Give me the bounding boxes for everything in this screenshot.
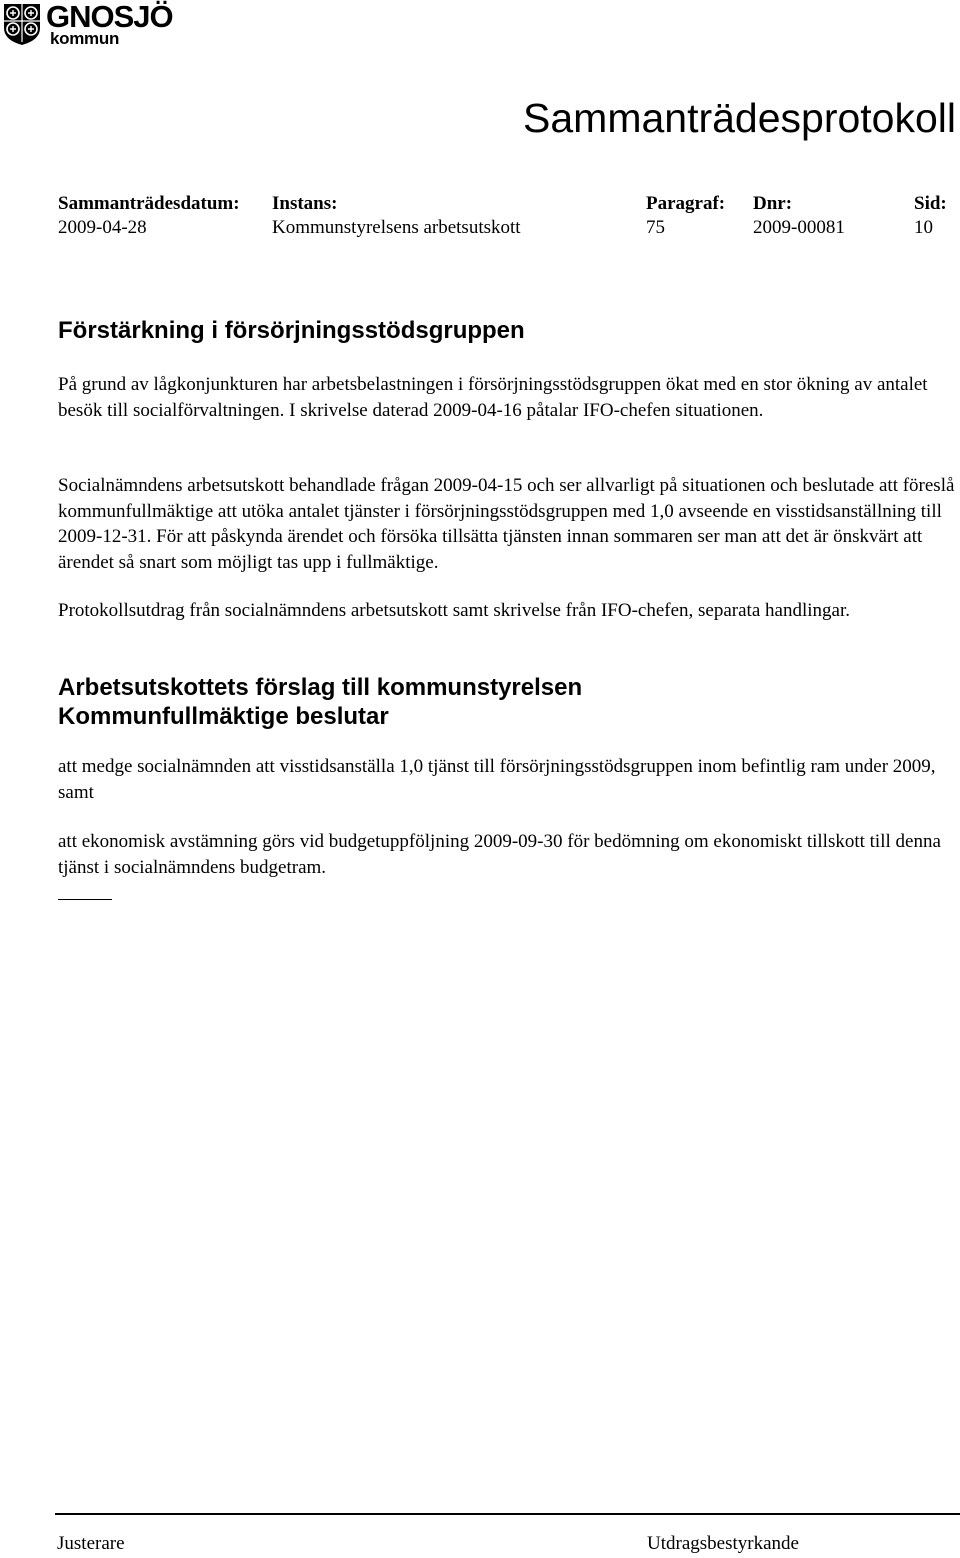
meta-paragraph-label: Paragraf: — [646, 193, 726, 214]
decision-item: att ekonomisk avstämning görs vid budgetuppföljning 2009-09-30 för bedömning om ekonomiskt tillskott till denna tjänst i socialnämndens budgetram. — [58, 831, 941, 878]
meta-paragraph-value: 75 — [646, 217, 665, 238]
meta-dnr-value: 2009-00081 — [753, 217, 845, 238]
gnosjo-coat-of-arms-icon — [2, 2, 42, 46]
logo-subtitle: kommun — [50, 29, 120, 48]
meta-body-label: Instans: — [272, 193, 338, 214]
footer-adjuster-label: Justerare — [57, 1533, 125, 1554]
end-of-section-rule — [58, 899, 112, 900]
paragraph-background: På grund av lågkonjunkturen har arbetsbelastningen i försörjningsstödsgruppen ökat med en stor ökning av antalet besök till socialförvaltningen. I skrivelse daterad 2009-04-16 påtalar IFO-chefen situationen. — [58, 374, 928, 421]
meta-body — [272, 193, 521, 239]
paragraph-committee-decision: Socialnämndens arbetsutskott behandlade frågan 2009-04-15 och ser allvarligt på situationen och beslutade att föreslå kommunfullmäktige att utöka antalet tjänster i försörjningsstödsgruppen med 1,0 avseende en visstidsanställning till 2009-12-31. För att påskynda ärendet och försöka tillsätta tjänsten innan sommaren ser man att det är önskvärt att ärendet så snart som möjligt tas upp i fullmäktige. — [58, 475, 955, 573]
meta-paragraph — [646, 193, 725, 239]
section-title: Förstärkning i försörjningsstödsgruppen — [58, 317, 525, 344]
meta-page-label: Sid: — [914, 193, 947, 214]
footer-certification-label: Utdragsbestyrkande — [647, 1533, 799, 1554]
proposal-heading: Arbetsutskottets förslag till kommunstyrelsen — [58, 674, 583, 701]
logo-wordmark: GNOSJÖ — [46, 0, 173, 34]
meta-date — [58, 193, 240, 239]
gnosjo-kommun-logo — [2, 2, 174, 48]
paragraph-attachments: Protokollsutdrag från socialnämndens arbetsutskott samt skrivelse från IFO-chefen, separata handlingar. — [58, 600, 850, 621]
meta-dnr-label: Dnr: — [753, 193, 793, 214]
meta-body-value: Kommunstyrelsens arbetsutskott — [272, 217, 521, 238]
meta-page-value: 10 — [914, 217, 933, 238]
document-title: Sammanträdesprotokoll — [523, 95, 956, 141]
decision-heading: Kommunfullmäktige beslutar — [58, 703, 389, 730]
meta-dnr — [753, 193, 845, 239]
meta-date-value: 2009-04-28 — [58, 217, 147, 238]
decision-item: att medge socialnämnden att visstidsanställa 1,0 tjänst till försörjningsstödsgruppen inom befintlig ram under 2009, samt — [58, 756, 936, 803]
meta-page — [914, 193, 947, 239]
footer-rule — [55, 1513, 960, 1515]
meta-date-label: Sammanträdesdatum: — [58, 193, 240, 214]
